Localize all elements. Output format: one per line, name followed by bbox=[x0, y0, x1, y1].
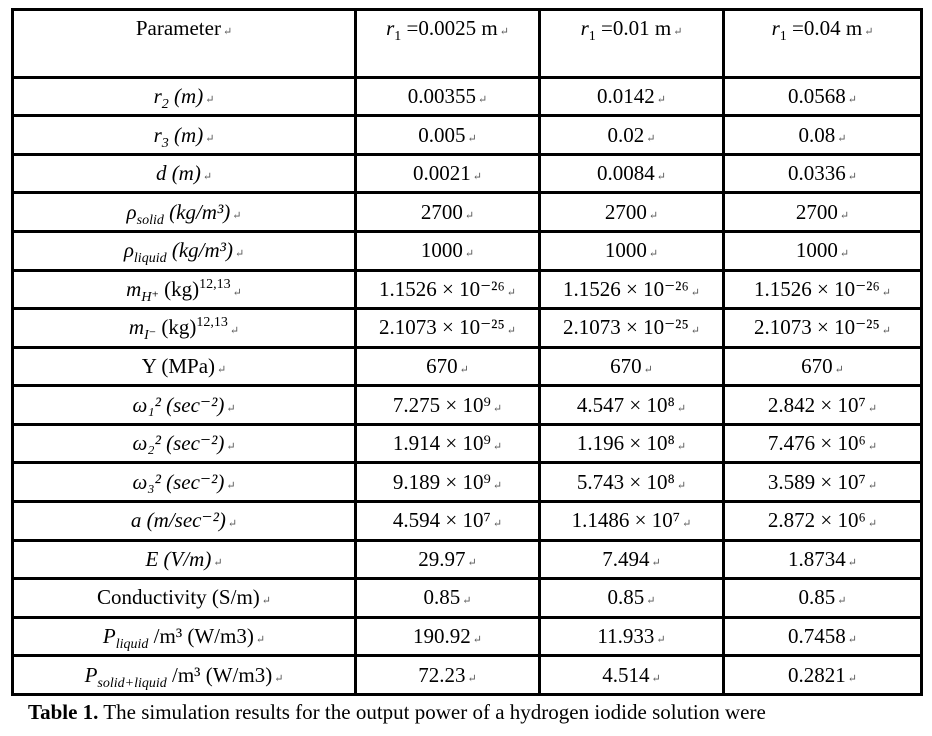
parameter-unit: (m) bbox=[171, 161, 201, 186]
value-cell-2: 1.1486 × 10⁷ ↵ bbox=[540, 501, 724, 540]
table-row bbox=[13, 193, 922, 232]
parameter-unit: (sec⁻²) bbox=[166, 469, 225, 494]
cell-value: 4.594 × 10⁷ bbox=[392, 508, 491, 533]
cell-value: 2.1073 × 10⁻²⁵ bbox=[753, 315, 880, 340]
parameter-unit: (kg/m³) bbox=[171, 238, 233, 263]
cell-value: 670 bbox=[426, 353, 458, 378]
value-cell-2: 4.514 ↵ bbox=[540, 656, 724, 695]
value-cell-3: 0.0336 ↵ bbox=[724, 154, 922, 193]
table-row bbox=[13, 579, 922, 618]
cell-value: 0.85 bbox=[798, 585, 836, 610]
cell-value: 670 bbox=[610, 353, 642, 378]
table-row bbox=[13, 540, 922, 579]
cell-value: 2.842 × 10⁷ bbox=[767, 392, 866, 417]
table-row bbox=[13, 501, 922, 540]
reference-superscript: 12,13 bbox=[199, 276, 231, 292]
header-col-3: $r_1 =0.04$ m ↵ bbox=[724, 10, 922, 78]
cell-value: 2.1073 × 10⁻²⁵ bbox=[378, 315, 505, 340]
cell-value: 1.1526 × 10⁻²⁶ bbox=[378, 276, 505, 301]
parameter-cell: $P_{solid+liquid}$ /m³ (W/m3) ↵ bbox=[13, 656, 356, 695]
table-row bbox=[13, 116, 922, 155]
parameter-subscript: 3 bbox=[161, 135, 169, 151]
parameter-symbol: ρ bbox=[123, 238, 134, 263]
parameter-symbol: r bbox=[153, 84, 162, 108]
value-cell-3: 3.589 × 10⁷ ↵ bbox=[724, 463, 922, 502]
cell-value: 9.189 × 10⁹ bbox=[392, 469, 491, 494]
parameter-cell: $m_{H^+}$ (kg)$^{12,13}$↵ bbox=[13, 270, 356, 309]
parameter-unit: (m) bbox=[174, 84, 204, 108]
table-row bbox=[13, 463, 922, 502]
value-cell-1: 0.00355 ↵ bbox=[356, 77, 540, 116]
cell-value: 4.514 bbox=[602, 662, 650, 687]
table-caption bbox=[28, 700, 766, 725]
value-cell-2: 5.743 × 10⁸ ↵ bbox=[540, 463, 724, 502]
cell-value: 1000 bbox=[604, 238, 647, 263]
parameter-unit: (sec⁻²) bbox=[166, 431, 225, 456]
parameter-cell: E (V/m) ↵ bbox=[13, 540, 356, 579]
cell-value: 3.589 × 10⁷ bbox=[767, 469, 866, 494]
value-cell-3: 2.842 × 10⁷ ↵ bbox=[724, 386, 922, 425]
value-cell-2: 7.494 ↵ bbox=[540, 540, 724, 579]
value-cell-1: 0.85 ↵ bbox=[356, 579, 540, 618]
parameter-cell: ω₁² (sec⁻²) ↵ bbox=[13, 386, 356, 425]
parameter-unit: (m/sec⁻²) bbox=[146, 508, 226, 533]
parameter-cell: $m_{I^-}$ (kg)$^{12,13}$↵ bbox=[13, 309, 356, 348]
cell-value: 0.2821 bbox=[788, 662, 846, 687]
table-row bbox=[13, 656, 922, 695]
value-cell-1: 2.1073 × 10⁻²⁵ ↵ bbox=[356, 309, 540, 348]
cell-value: 0.0336 bbox=[788, 161, 846, 186]
value-cell-1: 29.97 ↵ bbox=[356, 540, 540, 579]
cell-value: 29.97 bbox=[418, 546, 466, 571]
cell-value: 2.1073 × 10⁻²⁵ bbox=[562, 315, 689, 340]
cell-value: 1000 bbox=[420, 238, 463, 263]
cell-value: 11.933 bbox=[597, 623, 655, 648]
value-cell-1: 0.005 ↵ bbox=[356, 116, 540, 155]
value-cell-3: 0.7458 ↵ bbox=[724, 617, 922, 656]
value-cell-1: 1.914 × 10⁹ ↵ bbox=[356, 424, 540, 463]
value-cell-2: 1000 ↵ bbox=[540, 232, 724, 271]
cell-value: 0.005 bbox=[418, 122, 466, 147]
parameter-subscript: solid bbox=[136, 212, 164, 228]
value-cell-1: 2700 ↵ bbox=[356, 193, 540, 232]
caption-text: The simulation results for the output power of a hydrogen iodide solution were bbox=[98, 700, 766, 724]
parameter-unit: /m³ (W/m3) bbox=[153, 623, 254, 648]
parameter-cell: $r_3$ (m) ↵ bbox=[13, 116, 356, 155]
parameter-cell: $\rho_{solid}$ (kg/m³) ↵ bbox=[13, 193, 356, 232]
parameter-symbol: ω₂² bbox=[132, 431, 161, 456]
parameter-symbol: ω₃² bbox=[132, 469, 161, 494]
parameter-subscript: H⁺ bbox=[141, 290, 159, 305]
value-cell-3: 2.872 × 10⁶ ↵ bbox=[724, 501, 922, 540]
value-cell-1: 72.23 ↵ bbox=[356, 656, 540, 695]
caption-label: Table 1. bbox=[28, 700, 99, 724]
value-cell-3: 0.2821 ↵ bbox=[724, 656, 922, 695]
cell-value: 0.02 bbox=[607, 122, 645, 147]
cell-value: 2700 bbox=[604, 199, 647, 224]
value-cell-1: 9.189 × 10⁹ ↵ bbox=[356, 463, 540, 502]
cell-value: 2.872 × 10⁶ bbox=[767, 508, 866, 533]
cell-value: 7.476 × 10⁶ bbox=[767, 431, 866, 456]
cell-value: 0.7458 bbox=[788, 623, 846, 648]
value-cell-2: 4.547 × 10⁸ ↵ bbox=[540, 386, 724, 425]
parameter-symbol: P bbox=[102, 623, 116, 648]
header-row bbox=[13, 10, 922, 78]
cell-value: 0.85 bbox=[607, 585, 645, 610]
parameter-symbol: r bbox=[153, 122, 162, 147]
cell-value: 0.85 bbox=[423, 585, 461, 610]
parameter-symbol: a bbox=[130, 508, 142, 533]
parameter-unit: (sec⁻²) bbox=[166, 392, 225, 417]
value-cell-2: 0.85 ↵ bbox=[540, 579, 724, 618]
table-row bbox=[13, 617, 922, 656]
cell-value: 7.275 × 10⁹ bbox=[392, 392, 491, 417]
cell-value: 0.0084 bbox=[597, 161, 655, 186]
value-cell-1: 670 ↵ bbox=[356, 347, 540, 386]
cell-value: 0.00355 bbox=[407, 84, 477, 108]
value-cell-3: 0.85 ↵ bbox=[724, 579, 922, 618]
cell-value: 7.494 bbox=[602, 546, 650, 571]
table-row bbox=[13, 386, 922, 425]
parameter-symbol: E bbox=[145, 546, 159, 571]
value-cell-1: 0.0021 ↵ bbox=[356, 154, 540, 193]
cell-value: 0.0021 bbox=[413, 161, 471, 186]
value-cell-2: 1.1526 × 10⁻²⁶ ↵ bbox=[540, 270, 724, 309]
cell-value: 190.92 bbox=[413, 623, 471, 648]
parameter-subscript: solid+liquid bbox=[97, 675, 167, 691]
parameter-cell: a (m/sec⁻²) ↵ bbox=[13, 501, 356, 540]
header-col-1: $r_1 =0.0025$ m ↵ bbox=[356, 10, 540, 78]
value-cell-1: 4.594 × 10⁷ ↵ bbox=[356, 501, 540, 540]
value-cell-2: 670 ↵ bbox=[540, 347, 724, 386]
cell-value: 0.08 bbox=[798, 122, 836, 147]
parameter-cell: $P_{liquid}$ /m³ (W/m3) ↵ bbox=[13, 617, 356, 656]
parameter-unit: Y (MPa) bbox=[141, 353, 216, 378]
value-cell-3: 7.476 × 10⁶ ↵ bbox=[724, 424, 922, 463]
cell-value: 2700 bbox=[795, 199, 838, 224]
parameter-cell: Conductivity (S/m) ↵ bbox=[13, 579, 356, 618]
parameter-subscript: 2 bbox=[161, 97, 169, 113]
table-row bbox=[13, 424, 922, 463]
value-cell-3: 670 ↵ bbox=[724, 347, 922, 386]
parameter-cell: $r_2$ (m) ↵ bbox=[13, 77, 356, 116]
header-col-2: $r_1 =0.01$ m ↵ bbox=[540, 10, 724, 78]
parameter-symbol: ω₁² bbox=[132, 392, 161, 417]
parameter-subscript: I⁻ bbox=[144, 328, 157, 344]
cell-value: 1.8734 bbox=[788, 546, 846, 571]
cell-value: 72.23 bbox=[418, 662, 466, 687]
parameter-unit: (m) bbox=[174, 122, 204, 147]
cell-value: 0.0142 bbox=[597, 84, 655, 108]
table-row bbox=[13, 309, 922, 348]
parameter-symbol: d bbox=[155, 161, 167, 186]
value-cell-1: 1000 ↵ bbox=[356, 232, 540, 271]
cell-value: 670 bbox=[801, 353, 833, 378]
parameter-subscript: liquid bbox=[133, 251, 167, 267]
parameter-symbol: P bbox=[84, 662, 98, 687]
cell-value: 1000 bbox=[795, 238, 838, 263]
parameter-symbol: ρ bbox=[126, 199, 137, 224]
parameter-cell: d (m) ↵ bbox=[13, 154, 356, 193]
value-cell-2: 11.933 ↵ bbox=[540, 617, 724, 656]
parameter-subscript: liquid bbox=[115, 637, 149, 653]
parameter-cell: ω₃² (sec⁻²) ↵ bbox=[13, 463, 356, 502]
results-table bbox=[11, 8, 923, 696]
cell-value: 2700 bbox=[420, 199, 463, 224]
value-cell-1: 7.275 × 10⁹ ↵ bbox=[356, 386, 540, 425]
parameter-unit: (kg/m³) bbox=[169, 199, 231, 224]
parameter-unit: /m³ (W/m3) bbox=[172, 662, 273, 687]
cell-value: 1.1486 × 10⁷ bbox=[571, 508, 681, 533]
cell-value: 1.914 × 10⁹ bbox=[392, 431, 491, 456]
header-parameter: Parameter ↵ bbox=[13, 10, 356, 78]
value-cell-3: 1.1526 × 10⁻²⁶ ↵ bbox=[724, 270, 922, 309]
table-row bbox=[13, 270, 922, 309]
table-row bbox=[13, 77, 922, 116]
reference-superscript: 12,13 bbox=[196, 315, 228, 331]
parameter-cell: ω₂² (sec⁻²) ↵ bbox=[13, 424, 356, 463]
cell-value: 1.196 × 10⁸ bbox=[576, 431, 675, 456]
cell-value: 1.1526 × 10⁻²⁶ bbox=[562, 276, 689, 301]
value-cell-3: 2.1073 × 10⁻²⁵ ↵ bbox=[724, 309, 922, 348]
table-row bbox=[13, 347, 922, 386]
parameter-unit: (V/m) bbox=[163, 546, 212, 571]
table-row bbox=[13, 154, 922, 193]
parameter-symbol: m bbox=[128, 315, 145, 340]
value-cell-1: 1.1526 × 10⁻²⁶ ↵ bbox=[356, 270, 540, 309]
cell-value: 0.0568 bbox=[788, 84, 846, 108]
value-cell-2: 1.196 × 10⁸ ↵ bbox=[540, 424, 724, 463]
value-cell-3: 0.08 ↵ bbox=[724, 116, 922, 155]
value-cell-2: 0.02 ↵ bbox=[540, 116, 724, 155]
parameter-unit: (kg) bbox=[164, 276, 200, 301]
value-cell-2: 2700 ↵ bbox=[540, 193, 724, 232]
value-cell-3: 0.0568 ↵ bbox=[724, 77, 922, 116]
table-row bbox=[13, 232, 922, 271]
parameter-symbol: m bbox=[126, 276, 142, 301]
value-cell-1: 190.92 ↵ bbox=[356, 617, 540, 656]
value-cell-3: 1000 ↵ bbox=[724, 232, 922, 271]
cell-value: 4.547 × 10⁸ bbox=[576, 392, 675, 417]
parameter-unit: (kg) bbox=[161, 315, 197, 340]
value-cell-3: 2700 ↵ bbox=[724, 193, 922, 232]
value-cell-2: 2.1073 × 10⁻²⁵ ↵ bbox=[540, 309, 724, 348]
cell-value: 5.743 × 10⁸ bbox=[576, 469, 675, 494]
parameter-cell: $\rho_{liquid}$ (kg/m³) ↵ bbox=[13, 232, 356, 271]
value-cell-3: 1.8734 ↵ bbox=[724, 540, 922, 579]
value-cell-2: 0.0084 ↵ bbox=[540, 154, 724, 193]
parameter-unit: Conductivity (S/m) bbox=[97, 585, 260, 610]
cell-value: 1.1526 × 10⁻²⁶ bbox=[753, 276, 880, 301]
value-cell-2: 0.0142 ↵ bbox=[540, 77, 724, 116]
parameter-cell: Y (MPa) ↵ bbox=[13, 347, 356, 386]
